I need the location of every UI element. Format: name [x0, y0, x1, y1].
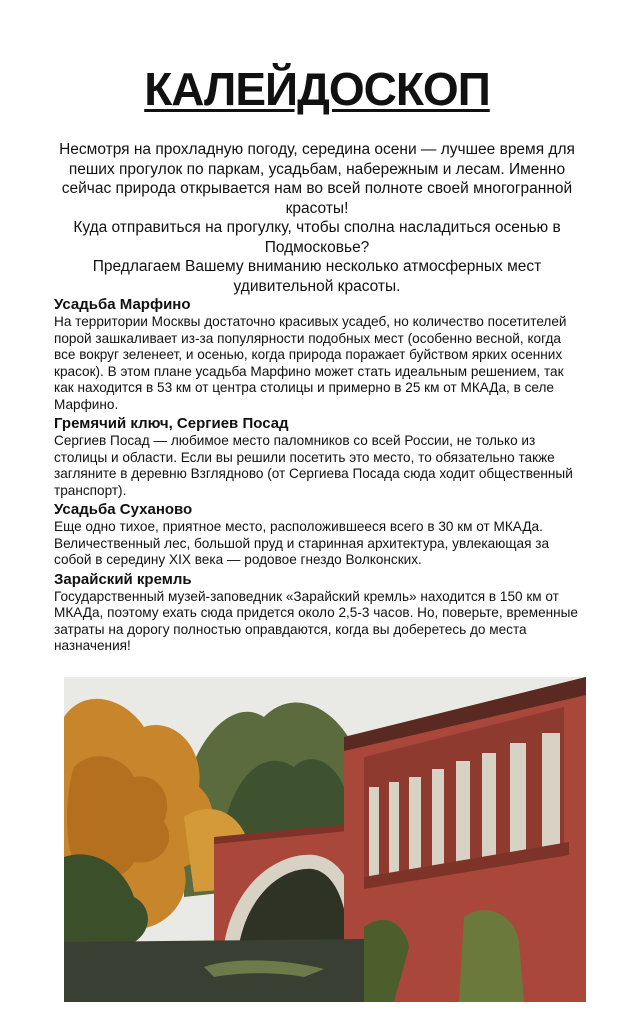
section-gremyachiy-klyuch — [54, 415, 584, 499]
estate-photo — [64, 677, 586, 1002]
section-heading: Гремячий ключ, Сергиев Посад — [54, 415, 289, 432]
section-text: На территории Москвы достаточно красивых усадеб, но количество посетителей порой зашкаливает из-за популярности подобных мест (особенно весной, когда все вокруг зеленеет, и осенью, когда природа поражает буйством ярких осенних красок). В этом плане усадьба Марфино может стать идеальным решением, так как находится в 53 км от центра столицы и примерно в 25 км от МКАДа, в селе Марфино. — [54, 314, 567, 412]
section-sukhanovo — [54, 501, 584, 569]
section-text: Еще одно тихое, приятное место, расположившееся всего в 30 км от МКАДа. Величественный лес, большой пруд и старинная архитектура, увлекающая за собой в середину XIX века — родовое гнездо Волконских. — [54, 519, 550, 567]
section-text: Государственный музей-заповедник «Зарайский кремль» находится в 150 км от МКАДа, поэтому ехать сюда придется около 2,5-3 часов. Но, поверьте, временные затраты на дорогу полностью оправдаются, когда вы доберетесь до места назначения! — [54, 588, 578, 653]
places-list — [54, 296, 584, 657]
section-marfino — [54, 296, 584, 413]
intro-paragraph: Куда отправиться на прогулку, чтобы сполна насладиться осенью в Подмосковье? — [73, 219, 561, 256]
estate-illustration — [64, 677, 586, 1002]
intro-paragraph: Предлагаем Вашему вниманию несколько атмосферных мест удивительной красоты. — [92, 258, 542, 295]
section-heading: Зарайский кремль — [54, 570, 192, 588]
section-text: Сергиев Посад — любимое место паломников со всей России, не только из столицы и области. Если вы решили посетить это место, то обязательно также загляните в деревню Взглядново (от Сергиева Посада сюда ходит общественный транспорт). — [54, 433, 573, 498]
intro-text — [50, 140, 584, 296]
section-zaraysk-kremlin — [54, 571, 584, 655]
page-title: КАЛЕЙДОСКОП — [144, 63, 490, 115]
intro-paragraph: Несмотря на прохладную погоду, середина осени — лучшее время для пеших прогулок по паркам, усадьбам, набережным и лесам. Именно сейчас природа открывается нам во всей полноте своей многогранной красоты! — [59, 141, 575, 217]
section-heading: Усадьба Марфино — [54, 296, 191, 313]
section-heading: Усадьба Суханово — [54, 501, 193, 518]
